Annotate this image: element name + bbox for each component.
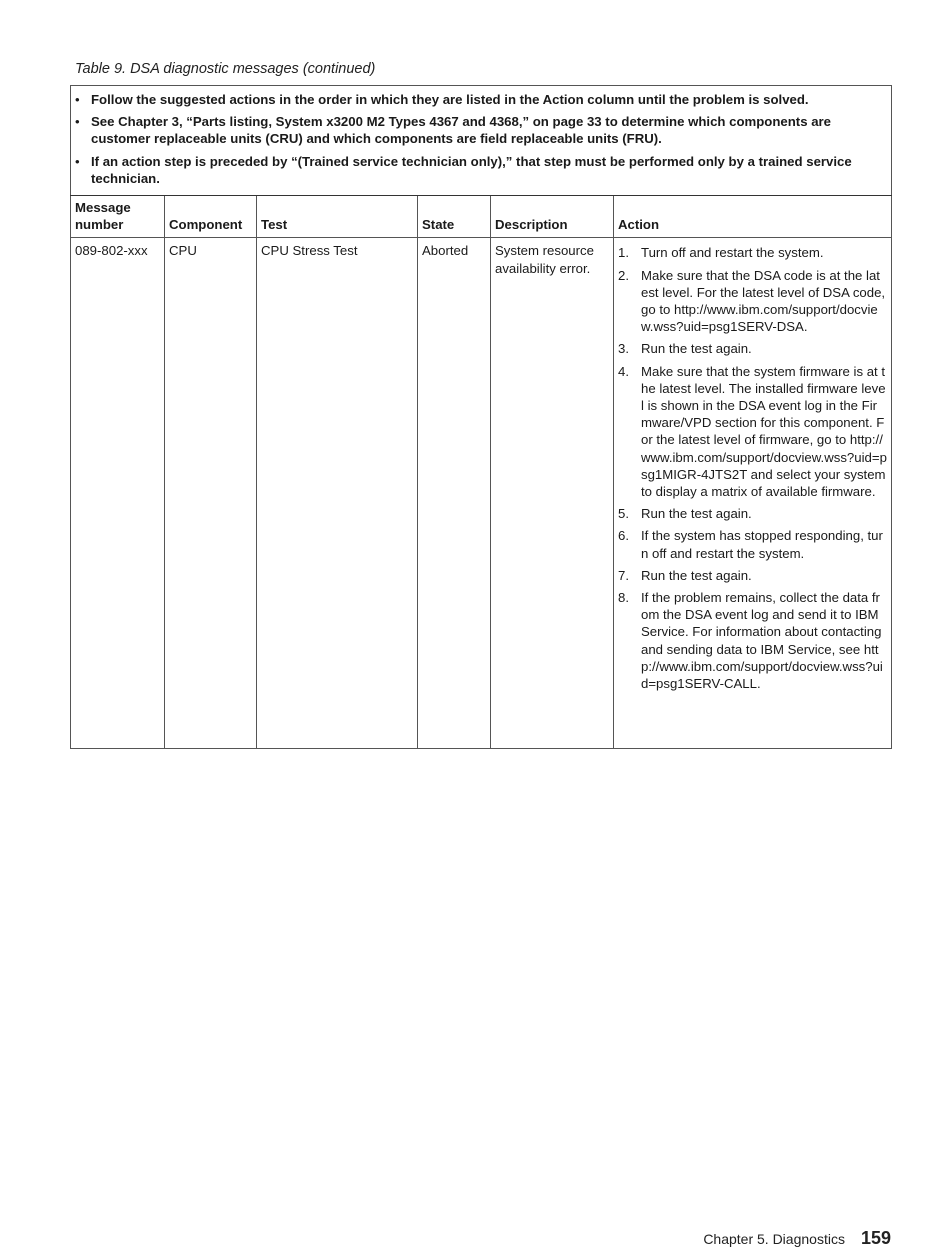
step-number: 1. bbox=[618, 245, 629, 261]
step-text: If the problem remains, collect the data from the DSA event log and send it to IBM Service. For information about contacting and sending data to IBM Service, see http://www.ibm.com/support/docview.wss?uid=psg1SERV-CALL. bbox=[641, 590, 883, 692]
step-text: Run the test again. bbox=[641, 567, 752, 583]
action-step bbox=[618, 244, 887, 261]
step-number: 6. bbox=[618, 528, 629, 544]
step-number: 5. bbox=[618, 506, 629, 522]
note-item: • See Chapter 3, “Parts listing, System x3200 M2 Types 4367 and 4368,” on page 33 to determine which components are customer replaceable units (CRU) and which components are field replaceable units (FRU). bbox=[75, 113, 879, 147]
step-text: Run the test again. bbox=[641, 341, 752, 357]
table-notes bbox=[71, 86, 892, 196]
cell-message-number: 089-802-xxx bbox=[71, 238, 165, 749]
page-footer bbox=[703, 1228, 891, 1249]
table-header-row bbox=[71, 196, 892, 238]
action-step bbox=[618, 363, 887, 501]
cell-component: CPU bbox=[165, 238, 257, 749]
note-item: • Follow the suggested actions in the order in which they are listed in the Action column until the problem is solved. bbox=[75, 91, 879, 108]
column-header-state: State bbox=[418, 196, 491, 238]
action-step bbox=[618, 340, 887, 357]
cell-action bbox=[614, 238, 892, 749]
diagnostic-messages-table bbox=[70, 85, 892, 749]
footer-chapter: Chapter 5. Diagnostics bbox=[703, 1231, 845, 1247]
step-text: Make sure that the system firmware is at the latest level. The installed firmware level is shown in the DSA event log in the Firmware/VPD section for this component. For the latest level of firmware, go to http://www.ibm.com/support/docview.wss?uid=psg1MIGR-4JTS2T and select your system to display a matrix of available firmware. bbox=[641, 363, 887, 500]
table-caption: Table 9. DSA diagnostic messages (continued) bbox=[75, 61, 376, 77]
page-number: 159 bbox=[860, 1228, 891, 1248]
cell-test: CPU Stress Test bbox=[257, 238, 418, 749]
column-header-message-number: Message number bbox=[71, 196, 165, 238]
action-steps-list bbox=[618, 244, 887, 692]
cell-state: Aborted bbox=[418, 238, 491, 749]
step-text: Turn off and restart the system. bbox=[641, 245, 824, 261]
column-header-test: Test bbox=[257, 196, 418, 238]
step-number: 3. bbox=[618, 341, 629, 357]
step-text: If the system has stopped responding, turn off and restart the system. bbox=[641, 528, 883, 561]
table-row bbox=[71, 238, 892, 749]
action-step bbox=[618, 589, 887, 692]
action-step bbox=[618, 267, 887, 336]
step-text: Run the test again. bbox=[641, 506, 752, 522]
column-header-action: Action bbox=[614, 196, 892, 238]
column-header-description: Description bbox=[491, 196, 614, 238]
action-step bbox=[618, 505, 887, 522]
cell-description: System resource availability error. bbox=[491, 238, 614, 749]
column-header-component: Component bbox=[165, 196, 257, 238]
note-item: • If an action step is preceded by “(Trained service technician only),” that step must be performed only by a trained service technician. bbox=[75, 153, 879, 187]
action-step bbox=[618, 527, 887, 561]
action-step bbox=[618, 567, 887, 584]
step-number: 8. bbox=[618, 590, 629, 606]
step-number: 2. bbox=[618, 267, 629, 283]
notes-list bbox=[75, 91, 879, 187]
step-number: 4. bbox=[618, 363, 629, 379]
step-text: Make sure that the DSA code is at the latest level. For the latest level of DSA code, go to http://www.ibm.com/support/docview.wss?uid=psg1SERV-DSA. bbox=[641, 267, 886, 335]
step-number: 7. bbox=[618, 567, 629, 583]
